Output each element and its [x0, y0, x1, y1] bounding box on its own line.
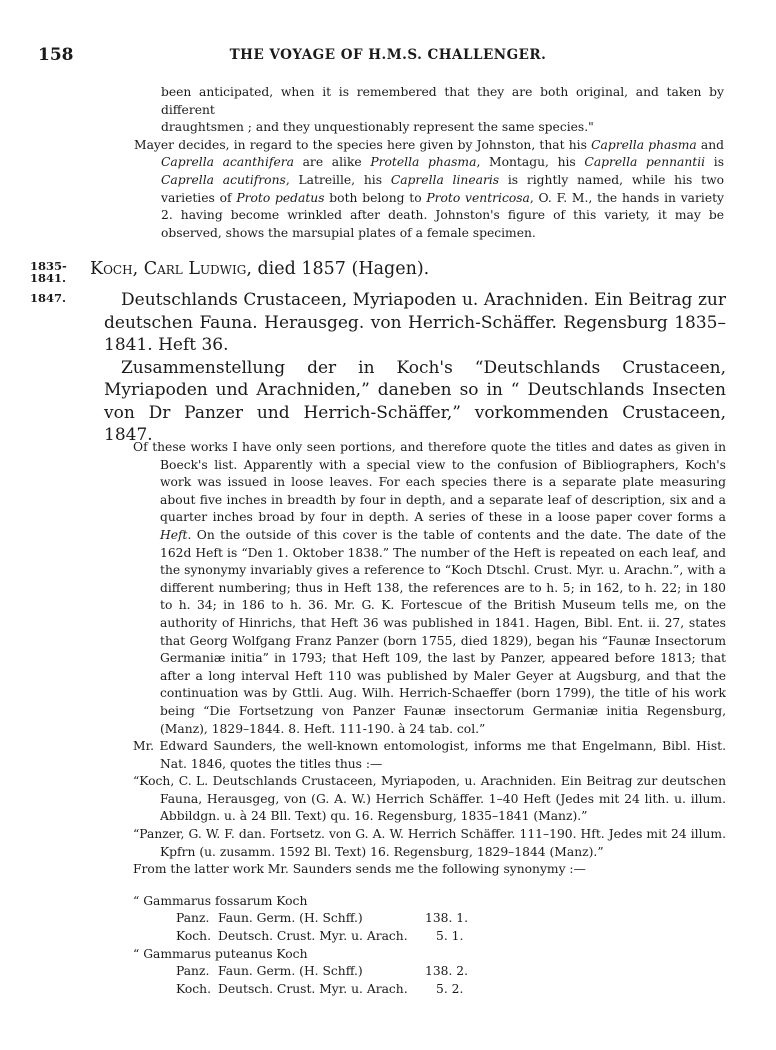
note-block	[133, 439, 726, 879]
ref-number: 138. 1.	[425, 911, 469, 925]
ref-author: Panz.	[176, 964, 210, 978]
ref-work: Deutsch. Crust. Myr. u. Arach.	[218, 929, 408, 943]
author-given-name: Carl Ludwig	[143, 259, 247, 279]
mayer-paragraph: Mayer decides, in regard to the species here given by Johnston, that his Caprella phasma and Caprella acanthifera are alike Protella phasma, Montagu, his Caprella pennantii is Caprella acutifrons, Latreille, his Caprella linearis is rightly named, while his two varieties of Proto pedatus both belong to Proto ventricosa, O. F. M., the hands in variety 2. having become wrinkled after death. Johnston's figure of this variety, it may be observed, shows the marsupial plates of a female specimen.	[134, 137, 725, 240]
ref-number: 5. 1.	[436, 929, 464, 943]
title-1: Deutschlands Crustaceen, Myriapoden u. Arachniden. Ein Beitrag zur deutschen Fauna. Herausgeg. von Herrich-Schäffer. Regensburg 1835–1841. Heft 36.	[104, 290, 726, 355]
running-title: THE VOYAGE OF H.M.S. CHALLENGER.	[229, 47, 547, 63]
ref-work: Faun. Germ. (H. Schff.)	[218, 964, 363, 978]
ref-work: Deutsch. Crust. Myr. u. Arach.	[218, 982, 408, 996]
year-1835: 1835-	[30, 259, 67, 273]
author-death: , died 1857 (Hagen).	[246, 259, 430, 279]
ref-author: Koch.	[176, 982, 211, 996]
ref-author: Panz.	[176, 911, 210, 925]
species-puteanus: “ Gammarus puteanus Koch	[133, 947, 308, 961]
year-1841: 1841.	[30, 271, 67, 285]
ref-number: 5. 2.	[436, 982, 464, 996]
note-paragraph-2: Mr. Edward Saunders, the well-known entomologist, informs me that Engelmann, Bibl. Hist. Nat. 1846, quotes the titles thus :—	[133, 739, 726, 771]
note-paragraph-3: From the latter work Mr. Saunders sends me the following synonymy :—	[133, 862, 586, 877]
quote-line-1: been anticipated, when it is remembered that they are both original, and taken by different	[161, 85, 724, 117]
author-surname: Koch	[90, 259, 133, 279]
top-note-block	[134, 84, 724, 242]
ref-author: Koch.	[176, 929, 211, 943]
continued-quote	[134, 84, 724, 137]
ref-number: 138. 2.	[425, 964, 469, 978]
engelmann-quote-1: “Koch, C. L. Deutschlands Crustaceen, Myriapoden, u. Arachniden. Ein Beitrag zur deutschen Fauna, Herausgeg, von (G. A. W.) Herrich Schäffer. 1–40 Heft (Jedes mit 24 lith. u. illum. Abbildgn. u. à 24 Bll. Text) qu. 16. Regensburg, 1835–1841 (Manz).”	[133, 774, 726, 824]
author-heading: Koch, Carl Ludwig, died 1857 (Hagen).	[90, 259, 430, 279]
year-1847: 1847.	[30, 291, 67, 305]
titles-block	[104, 289, 726, 447]
ref-work: Faun. Germ. (H. Schff.)	[218, 911, 363, 925]
title-2: Zusammenstellung der in Koch's “Deutschlands Crustaceen, Myriapoden und Arachniden,” daneben so in “ Deutschlands Insecten von Dr Panzer und Herrich-Schäffer,” vorkommenden Crustaceen, 1847.	[104, 357, 726, 445]
quote-line-2: draughtsmen ; and they unquestionably represent the same species."	[161, 120, 594, 135]
note-paragraph-1: Of these works I have only seen portions, and therefore quote the titles and dates as given in Boeck's list. Apparently with a special view to the confusion of Bibliographers, Koch's work was issued in loose leaves. For each species there is a separate plate measuring about five inches in breadth by four in depth, and a separate leaf of description, six and a quarter inches broad by four in depth. A series of these in a loose paper cover forms a Heft. On the outside of this cover is the table of contents and the date. The date of the 162d Heft is “Den 1. Oktober 1838.” The number of the Heft is repeated on each leaf, and the synonymy invariably gives a reference to “Koch Dtschl. Crust. Myr. u. Arachn.”, with a different numbering; thus in Heft 138, the references are to h. 5; in 162, to h. 22; in 180 to h. 34; in 186 to h. 36. Mr. G. K. Fortescue of the British Museum tells me, on the authority of Hinrichs, that Heft 36 was published in 1841. Hagen, Bibl. Ent. ii. 27, states that Georg Wolfgang Franz Panzer (born 1755, died 1829), began his “Faunæ Insectorum Germaniæ initia” in 1793; that Heft 109, the last by Panzer, appeared before 1813; that after a long interval Heft 110 was published by Maler Geyer at Augsburg, and that the continuation was by Gttli. Aug. Wilh. Herrich-Schaeffer (born 1799), the title of his work being “Die Fortsetzung von Panzer Faunæ insectorum Germaniæ initia Regensburg, (Manz), 1829–1844. 8. Heft. 111-190. à 24 tab. col.”	[133, 440, 726, 736]
engelmann-quote-2: “Panzer, G. W. F. dan. Fortsetz. von G. A. W. Herrich Schäffer. 111–190. Hft. Jedes mit 24 illum. Kpfrn (u. zusamm. 1592 Bl. Text) 16. Regensburg, 1829–1844 (Manz).”	[133, 827, 726, 859]
page-number: 158	[38, 45, 74, 65]
species-fossarum: “ Gammarus fossarum Koch	[133, 894, 308, 908]
